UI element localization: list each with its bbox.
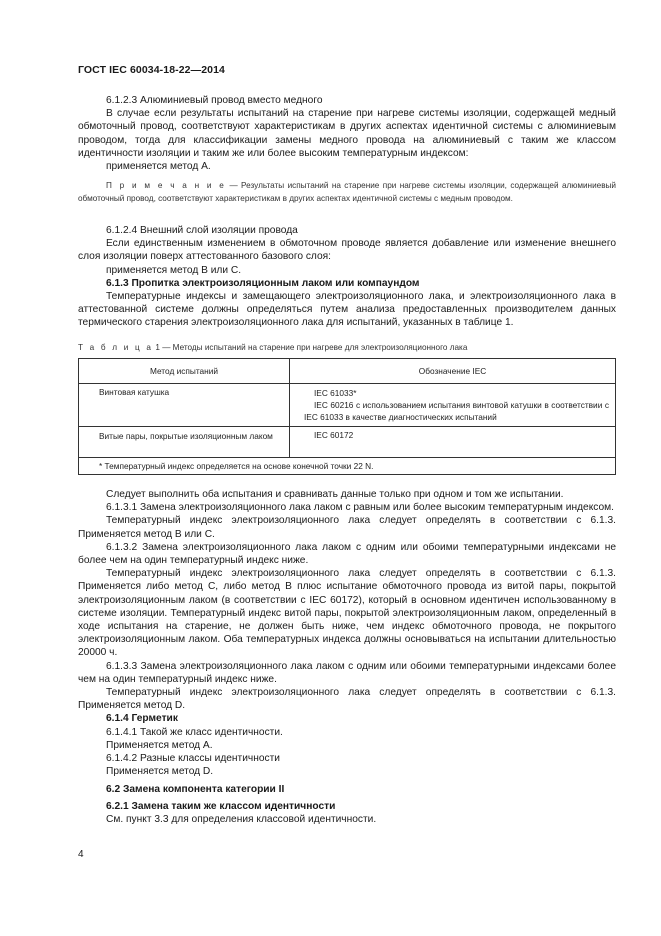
section-heading: 6.2 Замена компонента категории II [106, 784, 285, 796]
paragraph: См. пункт 3.3 для определения классовой идентичности. [106, 813, 377, 825]
table-1 [78, 358, 616, 475]
paragraph: 6.1.3.1 Замена электроизоляционного лака лаком с равным или более высоким температурным индексом. [106, 502, 614, 514]
document-header: ГОСТ IEC 60034-18-22—2014 [78, 64, 225, 76]
note-label: П р и м е ч а н и е [106, 181, 227, 190]
caption-text: 1 — Методы испытаний на старение при нагреве для электроизоляционного лака [153, 343, 468, 352]
table-cell: Винтовая катушка [79, 384, 290, 427]
paragraph: 6.1.4.1 Такой же класс идентичности. [106, 726, 283, 738]
paragraph: В случае если результаты испытаний на старение при нагреве системы изоляции, содержащей медный обмоточный провод, соответствуют характеристикам в других аспектах идентичной системы с алюминиевым проводом, тогда для классификации замены медного провода на алюминиевый с таким же классом идентичности изоляции и таким же или более высоким температурным индексом: [78, 108, 616, 159]
table-cell: IEC 60172 [290, 427, 616, 458]
section-6-1-2-4 [78, 224, 616, 330]
section-heading: 6.1.3 Пропитка электроизоляционным лаком или компаундом [106, 277, 420, 289]
table-cell: Витые пары, покрытые изоляционным лаком [79, 427, 290, 458]
paragraph: 6.1.3.2 Замена электроизоляционного лака лаком с одним или обоими температурными индексами не более чем на один температурный индекс ниже. [78, 541, 616, 567]
caption-label: Т а б л и ц а [78, 343, 154, 352]
paragraph: применяется метод В или С. [106, 264, 242, 276]
iec-code: IEC 61033* [314, 388, 357, 398]
paragraph: Применяется метод D. [106, 766, 214, 778]
note-text: — Результаты испытаний на старение при нагреве системы изоляции, содержащей алюминиевый обмоточный провод, соответствуют характеристикам в других аспектах идентичной системы с медным проводом. [78, 181, 616, 203]
paragraph: Если единственным изменением в обмоточном проводе является добавление или изменение внешнего слоя изоляции поверх аттестованного базового слоя: [78, 238, 616, 263]
paragraph: применяется метод А. [106, 161, 211, 173]
section-heading: 6.1.4 Герметик [106, 713, 178, 725]
paragraph: 6.1.4.2 Разные классы идентичности [106, 753, 280, 765]
note [78, 180, 616, 205]
table-row [79, 384, 616, 427]
iec-description: IEC 60216 с использованием испытания винтовой катушки в соответствии с IEC 61033 в качестве диагностических испытаний [304, 400, 609, 422]
paragraph: Применяется метод А. [106, 739, 213, 751]
table-header-iec: Обозначение IEC [290, 359, 616, 384]
table-header-method: Метод испытаний [79, 359, 290, 384]
paragraph: Температурный индекс электроизоляционного лака следует определять в соответствии с 6.1.3. Применяется метод D. [78, 687, 616, 712]
table-cell [290, 384, 616, 427]
table-footnote: * Температурный индекс определяется на основе конечной точки 22 N. [79, 458, 616, 475]
paragraph: 6.1.3.3 Замена электроизоляционного лака лаком с одним или обоими температурными индексами более чем на один температурный индекс ниже. [78, 660, 616, 685]
paragraph: Температурный индекс электроизоляционного лака следует определять в соответствии с 6.1.3. Применяется метод В или С. [78, 515, 616, 540]
section-title: 6.1.2.3 Алюминиевый провод вместо медного [106, 95, 323, 106]
section-title: 6.1.2.4 Внешний слой изоляции провода [106, 225, 298, 236]
section-6-1-2-3 [78, 94, 616, 173]
body-text [78, 488, 616, 826]
paragraph: Следует выполнить оба испытания и сравнивать данные только при одном и том же испытании. [106, 489, 564, 500]
table-caption [78, 343, 616, 352]
section-heading: 6.2.1 Замена таким же классом идентичности [106, 800, 336, 812]
paragraph: Температурные индексы и замещающего электроизоляционного лака, и электроизоляционного лака в аттестованной системе должны определяться путем анализа предоставленных производителем данных термического старения электроизоляционного лака для испытаний, указанных в таблице 1. [78, 291, 616, 329]
page-number: 4 [78, 849, 84, 860]
table-row [79, 427, 616, 458]
paragraph: Температурный индекс электроизоляционного лака следует определять в соответствии с 6.1.3. Применяется либо метод С, либо метод В плюс испытание обмоточного провода из витой пары, покрытой электроизоляционным лаком (в соответствии с IEC 60172), который в основном идентичен использованному в системе изоляции. Температурный индекс витой пары, покрытой электроизоляционным лаком, определенный в ходе испытания на старение, не должен быть ниже, чем индекс обмоточного провода, не покрытого электроизоляционным лаком. Оба температурных индекса должны основываться на испытании длительностью 20000 ч. [78, 568, 616, 659]
